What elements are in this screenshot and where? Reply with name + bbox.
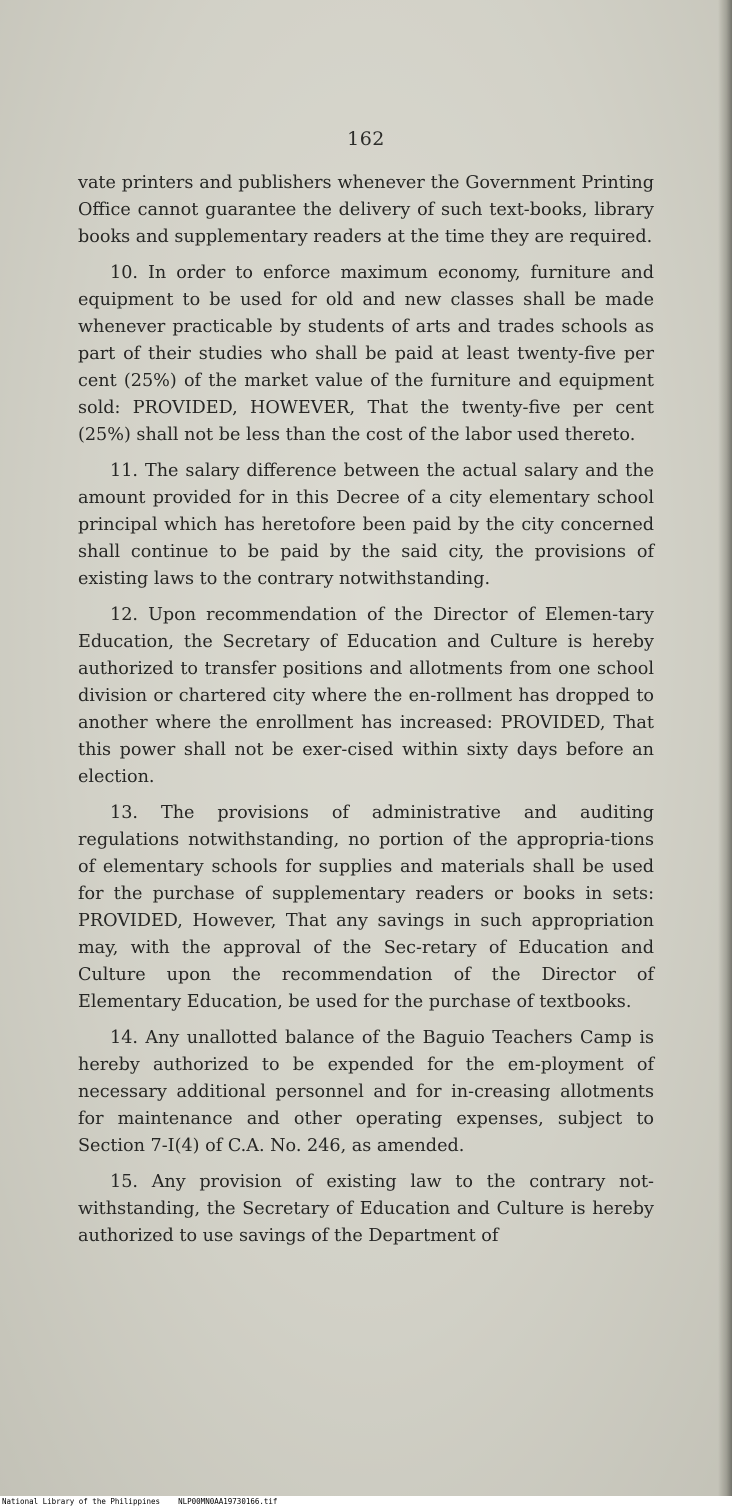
paragraph-11: 11. The salary difference between the actual salary and the amount provided for in this Decree of a city elementary school principal which has heretofore been paid by the city concerned shall continue to be paid by the said city, the provisions of existing laws to the contrary notwithstanding. [78,461,654,589]
paragraph-continuation: vate printers and publishers whenever the Government Printing Office cannot guarantee the delivery of such text-books, library books and supplementary readers at the time they are required. [78,173,654,247]
scan-footer [0,1496,732,1508]
page-edge-shadow [718,0,732,1496]
body-text [78,170,654,1259]
paragraph-13: 13. The provisions of administrative and auditing regulations notwithstanding, no portion of the appropria-tions of elementary schools for supplies and materials shall be used for the purchase of supplementary readers or books in sets: PROVIDED, However, That any savings in such appropriation may, with the approval of the Sec-retary of Education and Culture upon the recommendation of the Director of Elementary Education, be used for the purchase of textbooks. [78,803,654,1012]
paragraph-15: 15. Any provision of existing law to the contrary not-withstanding, the Secretary of Education and Culture is hereby authorized to use savings of the Department of [78,1172,654,1246]
paragraph-12: 12. Upon recommendation of the Director of Elemen-tary Education, the Secretary of Education and Culture is hereby authorized to transfer positions and allotments from one school division or chartered city where the en-rollment has dropped to another where the enrollment has increased: PROVIDED, That this power shall not be exer-cised within sixty days before an election. [78,605,654,787]
paragraph-10: 10. In order to enforce maximum economy, furniture and equipment to be used for old and new classes shall be made whenever practicable by students of arts and trades schools as part of their studies who shall be paid at least twenty-five per cent (25%) of the market value of the furniture and equipment sold: PROVIDED, HOWEVER, That the twenty-five per cent (25%) shall not be less than the cost of the labor used thereto. [78,263,654,445]
paragraph-14: 14. Any unallotted balance of the Baguio Teachers Camp is hereby authorized to be expended for the em-ployment of necessary additional personnel and for in-creasing allotments for maintenance and other operating expenses, subject to Section 7-I(4) of C.A. No. 246, as amended. [78,1028,654,1156]
scan-footer-text: National Library of the Philippines NLP00MN0AA19730166.tif [2,1497,278,1506]
page-number: 162 [347,128,385,150]
